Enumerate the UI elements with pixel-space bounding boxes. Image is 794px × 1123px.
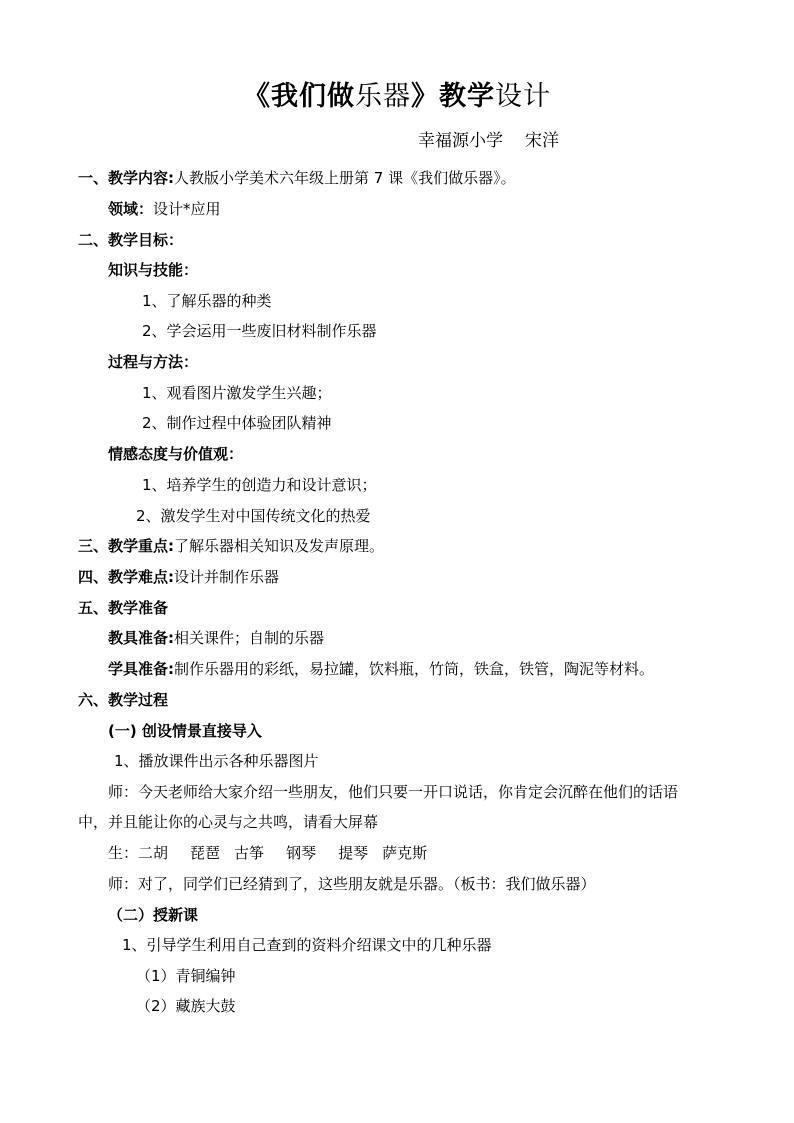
instrument-name: 钢琴	[286, 844, 317, 862]
section-4-line	[78, 567, 279, 587]
title-part-3: 》教学	[411, 81, 495, 112]
emotion-item-1: 1、培养学生的创造力和设计意识；	[142, 476, 377, 494]
page-title	[0, 74, 794, 113]
teacher-speech-1-line-2: 中，并且能让你的心灵与之共鸣，请看大屏幕	[78, 813, 379, 831]
subsection-1-heading: (一) 创设情景直接导入	[108, 722, 262, 740]
teacher-prep-text: 相关课件；自制的乐器	[174, 629, 325, 647]
instrument-name: 古筝	[234, 844, 265, 862]
section-4-heading: 四、教学难点:	[78, 568, 174, 586]
section-4-text: 设计并制作乐器	[174, 568, 280, 586]
student-answer-label: 生：	[108, 844, 139, 862]
title-part-2: 乐器	[355, 81, 411, 112]
emotion-label: 情感态度与价值观：	[108, 445, 244, 463]
teacher-speech-2: 师：对了，同学们已经猜到了，这些朋友就是乐器。（板书：我们做乐器）	[108, 875, 596, 893]
section-3-line	[78, 536, 384, 556]
student-prep-label: 学具准备:	[108, 660, 174, 678]
knowledge-item-2: 2、学会运用一些废旧材料制作乐器	[142, 322, 377, 340]
section-1-line	[78, 168, 516, 188]
author-school: 幸福源小学	[418, 131, 503, 151]
student-prep-line	[108, 659, 654, 679]
instrument-name: 二胡	[138, 844, 169, 862]
instrument-name: 琵琶	[190, 844, 221, 862]
teacher-prep-line	[108, 628, 324, 648]
instrument-name: 萨克斯	[382, 844, 428, 862]
teacher-prep-label: 教具准备:	[108, 629, 174, 647]
process-item-2: 2、制作过程中体验团队精神	[142, 414, 332, 432]
process-label: 过程与方法：	[108, 353, 199, 371]
author-line	[418, 126, 559, 151]
field-value: 设计*应用	[153, 200, 221, 218]
section-5-heading: 五、教学准备	[78, 599, 169, 617]
teacher-speech-1-line-1: 师：今天老师给大家介绍一些朋友，他们只要一开口说话，你肯定会沉醉在他们的话语	[108, 783, 679, 801]
field-line	[108, 199, 221, 219]
author-name: 宋洋	[525, 131, 559, 151]
knowledge-label: 知识与技能：	[108, 261, 199, 279]
field-label: 领域：	[108, 200, 154, 218]
section-1-heading: 一、教学内容:	[78, 169, 174, 187]
emotion-item-2: 2、激发学生对中国传统文化的热爱	[136, 507, 371, 525]
instrument-item-1: （1）青铜编钟	[136, 967, 236, 985]
process-step-2: 1、引导学生利用自己查到的资料介绍课文中的几种乐器	[122, 936, 492, 954]
instrument-name: 提琴	[338, 844, 369, 862]
title-part-1: 《我们做	[243, 81, 355, 112]
process-step-1: 1、播放课件出示各种乐器图片	[114, 752, 319, 770]
section-3-heading: 三、教学重点:	[78, 537, 174, 555]
knowledge-item-1: 1、了解乐器的种类	[142, 292, 272, 310]
section-1-text: 人教版小学美术六年级上册第 7 课《我们做乐器》。	[174, 169, 516, 187]
section-6-heading: 六、教学过程	[78, 691, 169, 709]
student-prep-text: 制作乐器用的彩纸，易拉罐，饮料瓶，竹筒，铁盒，铁管，陶泥等材料。	[174, 660, 655, 678]
process-item-1: 1、观看图片激发学生兴趣；	[142, 384, 332, 402]
section-2-heading: 二、教学目标：	[78, 231, 184, 249]
instrument-item-2: （2）藏族大鼓	[136, 997, 236, 1015]
subsection-2-heading: （二）授新课	[108, 906, 199, 924]
title-part-4: 设计	[495, 81, 551, 112]
student-answer-line	[108, 843, 427, 863]
section-3-text: 了解乐器相关知识及发声原理。	[174, 537, 385, 555]
